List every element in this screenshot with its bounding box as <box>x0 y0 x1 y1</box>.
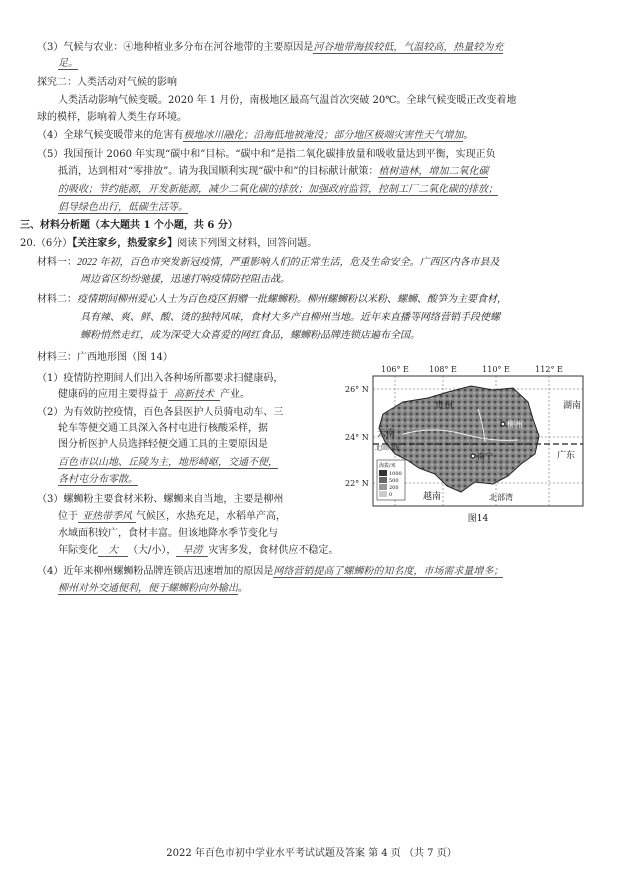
city-label: 南宁 <box>477 452 493 461</box>
q4-line: （4）全球气候变暖带来的危害有极地冰川融化；沿海低地被淹没；部分地区极端灾害性天气增加。 <box>37 130 474 141</box>
q3-answer: 河谷地带海拔较低，气温较高，热量较为充 <box>313 42 504 53</box>
sub2-answer: 百色市以山地、丘陵为主，地形崎岖，交通不便， <box>58 457 278 468</box>
svg-text:200: 200 <box>389 485 399 491</box>
sub3-line4: 年际变化 大 （大/小）， 旱涝 灾害多发，食材供应不稳定。 <box>58 545 339 556</box>
page-footer: 2022 年百色市初中学业水平考试试题及答案 第 4 页 （共 7 页） <box>166 848 457 859</box>
q5-line3: 的吸收；节约能源，开发新能源，减少二氧化碳的排放；加强政府监管，控制工厂二氧化碳的排放； <box>58 184 498 195</box>
lat-label: 26° N <box>345 385 369 394</box>
guangxi-terrain-map <box>343 364 588 524</box>
explore2-p1: 人类活动影响气候变暖。2020 年 1 月份，南极地区最高气温首次突破 20℃。全球气候变暖正改变着地 <box>58 95 517 106</box>
sub1-answer: 高新技术 <box>168 389 220 401</box>
q5-line4: 倡导绿色出行，低碳生活等。 <box>58 202 188 213</box>
sub2-line1: （2）为有效防控疫情，百色各县医护人员骑电动车、三 <box>37 407 284 418</box>
q5-line1: （5）我国预计 2060 年实现“碳中和”目标。“碳中和”是指二氧化碳排放量和吸收量达到平衡，实现正负 <box>37 149 496 160</box>
q5-answer: 植树造林，增加二氧化碳 <box>378 166 489 177</box>
material2: 材料二：疫情期间柳州爱心人士为百色疫区捐赠一批螺蛳粉。柳州螺蛳粉以米粉、螺蛳、酸笋为主要食材， <box>37 294 507 305</box>
explore2-p2: 球的模样，影响着人类生存环境。 <box>37 112 187 123</box>
lon-label: 108° E <box>429 365 457 374</box>
city-label: 柳州 <box>507 420 523 429</box>
explore2-title: 探究二：人类活动对气候的影响 <box>37 77 177 88</box>
sub4-line2: 柳州对外交通便利，便于螺蛳粉向外输出。 <box>58 583 248 594</box>
sub4-line1: （4）近年来柳州螺蛳粉品牌连锁店迅速增加的原因是网络营销提高了螺蛳粉的知名度，市场需求量增多； <box>37 566 504 577</box>
svg-text:500: 500 <box>389 478 399 484</box>
figure-caption: 图14 <box>467 514 489 524</box>
svg-text:1000: 1000 <box>389 471 402 477</box>
sub3-answer-disaster: 旱涝 <box>176 545 208 557</box>
svg-text:0: 0 <box>389 492 393 498</box>
lat-label: 24° N <box>345 433 369 442</box>
material1: 材料一：2022 年初，百色市突发新冠疫情，严重影响人们的正常生活，危及生命安全。广西区内各市县及 <box>37 257 500 268</box>
lon-label: 112° E <box>535 365 563 374</box>
province-label: 广东 <box>557 451 576 461</box>
sub1-line1: （1）疫情防控期间人们出入各种场所都要求扫健康码， <box>37 373 284 384</box>
city-marker <box>471 454 475 458</box>
sub3-answer-climate: 亚热带季风 <box>78 511 136 523</box>
q4-answer: 极地冰川融化；沿海低地被淹没；部分地区极端灾害性天气增加 <box>183 130 464 141</box>
sub3-answer-variation: 大 <box>98 545 128 557</box>
material3: 材料三：广西地形图（图 14） <box>37 352 173 363</box>
material1-cont: 周边省区纷纷驰援，迅速打响疫情防控阻击战。 <box>80 274 290 285</box>
sub3-line2: 位于 亚热带季风 气候区，水热充足，水稻单产高， <box>58 511 286 522</box>
q3-answer-cont: 足。 <box>58 58 78 69</box>
lon-label: 106° E <box>381 365 409 374</box>
city-marker <box>501 422 505 426</box>
section3-title: 三、材料分析题（本大题共 1 个小题，共 6 分） <box>20 220 238 231</box>
q3-prefix: （3）气候与农业：④地种植业多分布在河谷地带的主要原因是 <box>37 42 314 53</box>
q20-header: 20.（6分）【关注家乡，热爱家乡】阅读下列图文材料，回答问题。 <box>20 238 318 249</box>
sub3-line1: （3）螺蛳粉主要食材米粉、螺蛳来自当地，主要是柳州 <box>37 494 284 505</box>
sub2-answer-line2: 各村屯分布零散。 <box>58 474 138 485</box>
q4-prefix: （4）全球气候变暖带来的危害有 <box>37 130 184 141</box>
sub1-line2: 健康码的应用主要得益于 高新技术 产业。 <box>58 389 250 400</box>
svg-text:海拔/米: 海拔/米 <box>379 463 396 469</box>
province-label: 湖南 <box>563 401 582 411</box>
q3-line2 <box>58 57 78 71</box>
q3-line <box>37 41 503 55</box>
province-label: 越南 <box>423 492 442 502</box>
q20-tag: 【关注家乡，热爱家乡】 <box>72 238 178 249</box>
sub2-answer-line1 <box>58 456 278 470</box>
province-label: 云南 <box>377 429 396 439</box>
tropic-label: 北回归线 <box>375 445 400 452</box>
lon-label: 110° E <box>482 365 510 374</box>
place-label: 北部湾 <box>489 493 513 502</box>
province-label: 贵州 <box>435 401 454 411</box>
lat-label: 22° N <box>345 479 369 488</box>
sub4-answer: 网络营销提高了螺蛳粉的知名度，市场需求量增多； <box>273 566 504 577</box>
q5-line2: 抵消，达到相对“零排放”。请为我国顺利实现“碳中和”的目标献计献策：植树造林，增加二氧化碳 <box>58 166 489 177</box>
elevation-legend <box>377 460 405 500</box>
